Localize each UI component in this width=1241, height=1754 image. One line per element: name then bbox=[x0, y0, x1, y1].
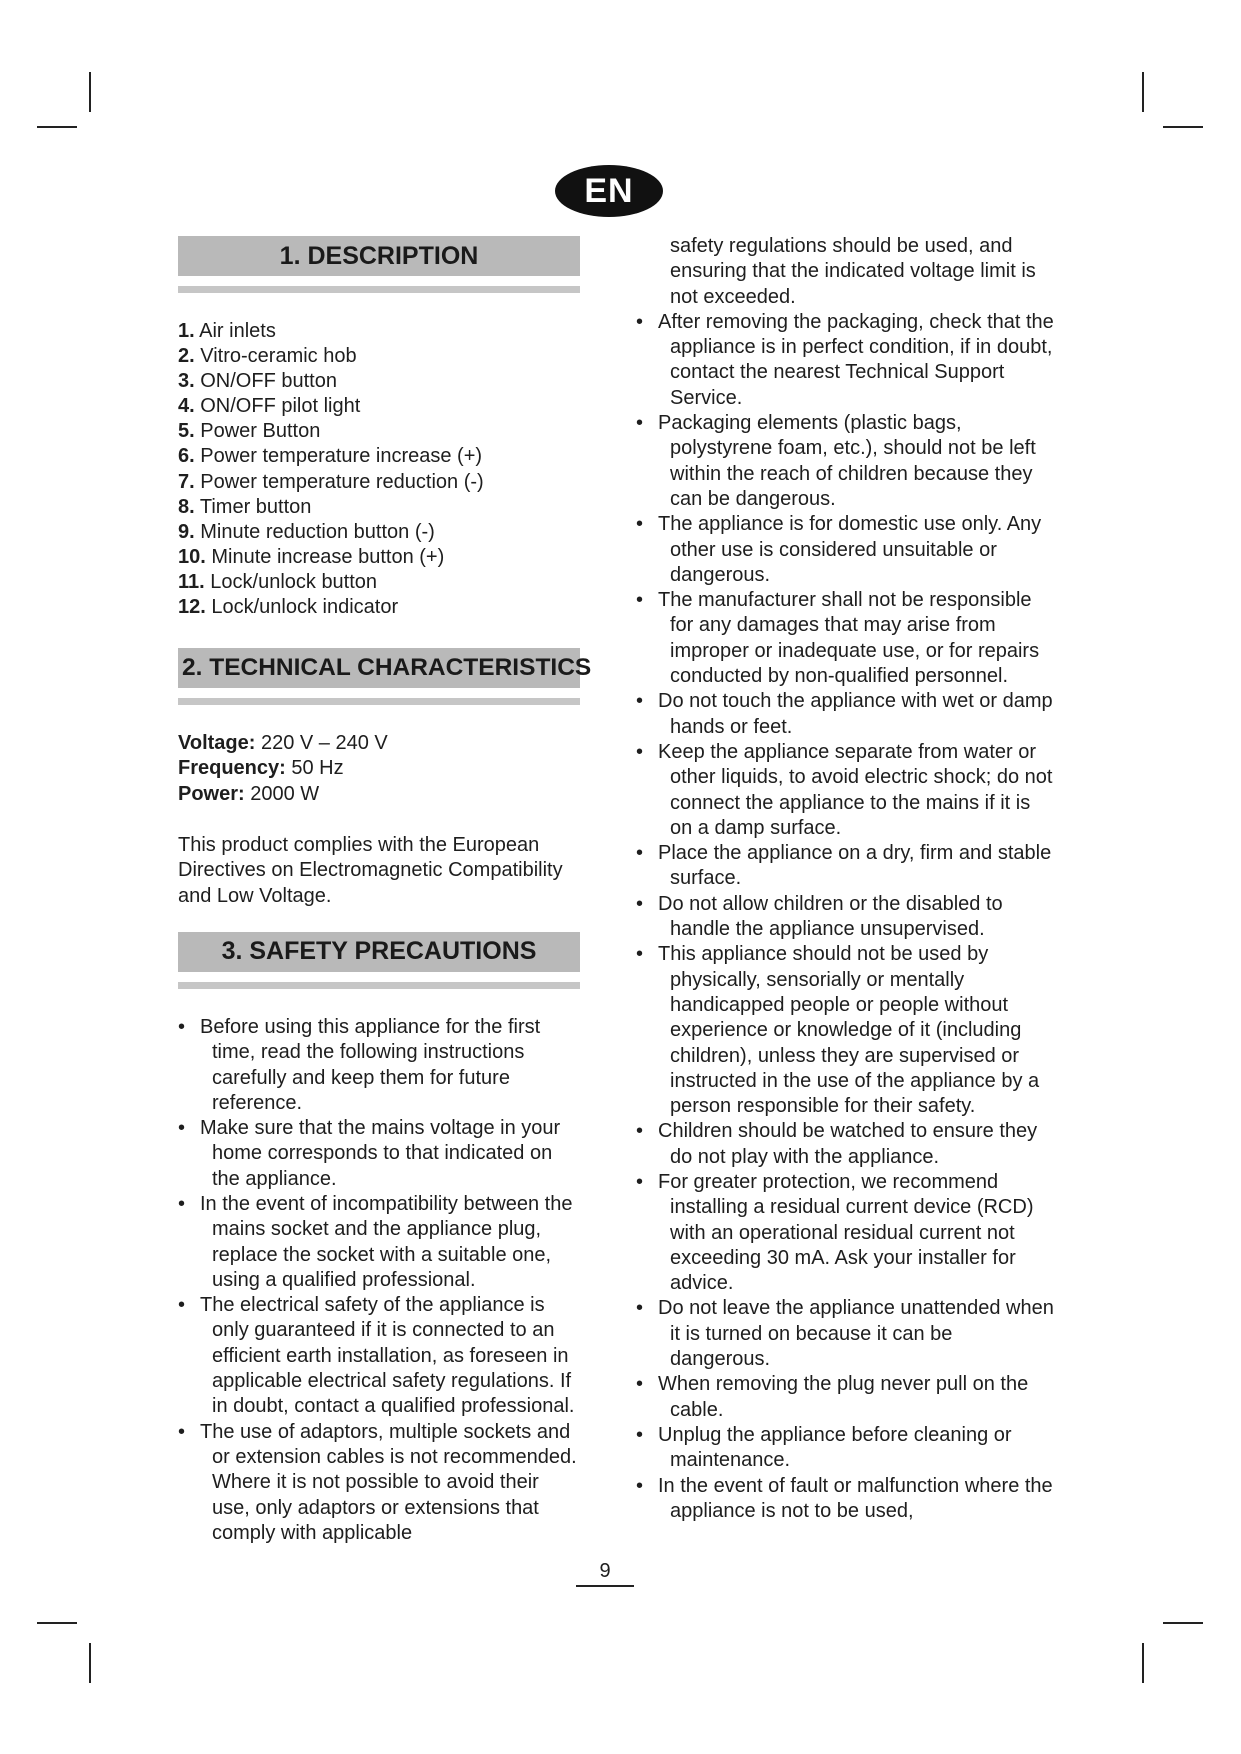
list-item: 10. Minute increase button (+) bbox=[178, 545, 445, 568]
compliance-statement: This product complies with the European Directives on Electromagnetic Compatibility and Low Voltage. bbox=[178, 834, 563, 907]
list-item: • For greater protection, we recommend installing a residual current device (RCD) with an operational residual current not exceeding 30 mA. Ask your installer for advice. bbox=[636, 1170, 1056, 1296]
crop-mark bbox=[89, 72, 91, 112]
page-number: 9 bbox=[576, 1560, 634, 1587]
crop-mark bbox=[1142, 1643, 1144, 1683]
list-item: • Do not allow children or the disabled to handle the appliance unsupervised. bbox=[636, 892, 1056, 943]
list-item: • After removing the packaging, check that the appliance is in perfect condition, if in doubt, contact the nearest Technical Support Service. bbox=[636, 310, 1056, 411]
list-item: 4. ON/OFF pilot light bbox=[178, 395, 361, 418]
list-item: • Do not leave the appliance unattended when it is turned on because it can be dangerous. bbox=[636, 1296, 1056, 1372]
list-item: • In the event of fault or malfunction where the appliance is not to be used, bbox=[636, 1474, 1056, 1525]
left-column bbox=[178, 236, 592, 1546]
list-item: 5. Power Button bbox=[178, 420, 321, 443]
list-item: 8. Timer button bbox=[178, 495, 312, 518]
list-item: 2. Vitro-ceramic hob bbox=[178, 345, 357, 368]
list-item: • The appliance is for domestic use only. Any other use is considered unsuitable or dangerous. bbox=[636, 512, 1056, 588]
list-item: • Before using this appliance for the first time, read the following instructions carefully and keep them for future reference. bbox=[178, 1015, 580, 1116]
list-item: • The manufacturer shall not be responsible for any damages that may arise from improper or inadequate use, or for repairs conducted by non-qualified personnel. bbox=[636, 588, 1056, 689]
list-item: • Unplug the appliance before cleaning or maintenance. bbox=[636, 1423, 1056, 1474]
crop-mark bbox=[1163, 126, 1203, 128]
section-divider bbox=[178, 982, 580, 989]
language-badge: EN bbox=[555, 165, 663, 217]
list-item: • When removing the plug never pull on the cable. bbox=[636, 1372, 1056, 1423]
safety-continuation: safety regulations should be used, and ensuring that the indicated voltage limit is not exceeded. bbox=[670, 235, 1036, 308]
right-column bbox=[636, 234, 1056, 1524]
section-divider bbox=[178, 286, 580, 293]
list-item: 7. Power temperature reduction (-) bbox=[178, 470, 484, 493]
description-heading: 1. DESCRIPTION bbox=[178, 236, 580, 276]
safety-list-right bbox=[636, 310, 1056, 1524]
list-item: • Children should be watched to ensure they do not play with the appliance. bbox=[636, 1119, 1056, 1170]
list-item: • Place the appliance on a dry, firm and stable surface. bbox=[636, 841, 1056, 892]
section-divider bbox=[178, 698, 580, 705]
list-item: • The electrical safety of the appliance is only guaranteed if it is connected to an efficient earth installation, as foreseen in applicable electrical safety regulations. If in doubt, contact a qualified professional. bbox=[178, 1293, 580, 1419]
power-spec: Power: 2000 W bbox=[178, 782, 320, 805]
safety-heading: 3. SAFETY PRECAUTIONS bbox=[178, 932, 580, 972]
frequency-spec: Frequency: 50 Hz bbox=[178, 757, 344, 780]
list-item: • The use of adaptors, multiple sockets and or extension cables is not recommended. Where it is not possible to avoid their use, only adaptors or extensions that comply with applicable bbox=[178, 1420, 580, 1546]
technical-heading: 2. TECHNICAL CHARACTERISTICS bbox=[178, 648, 580, 688]
list-item: • Do not touch the appliance with wet or damp hands or feet. bbox=[636, 689, 1056, 740]
crop-mark bbox=[89, 1643, 91, 1683]
list-item: 6. Power temperature increase (+) bbox=[178, 445, 483, 468]
list-item: • Packaging elements (plastic bags, polystyrene foam, etc.), should not be left within the reach of children because they can be dangerous. bbox=[636, 411, 1056, 512]
list-item: 12. Lock/unlock indicator bbox=[178, 596, 399, 619]
technical-specs bbox=[178, 731, 580, 807]
list-item: 1. Air inlets bbox=[178, 320, 276, 342]
list-item: • Keep the appliance separate from water or other liquids, to avoid electric shock; do not connect the appliance to the mains if it is on a damp surface. bbox=[636, 740, 1056, 841]
safety-list-left bbox=[178, 1015, 580, 1546]
crop-mark bbox=[37, 1622, 77, 1624]
crop-mark bbox=[37, 126, 77, 128]
list-item: 11. Lock/unlock button bbox=[178, 570, 378, 593]
list-item: 9. Minute reduction button (-) bbox=[178, 520, 435, 543]
description-list bbox=[178, 319, 580, 620]
list-item: • In the event of incompatibility between the mains socket and the appliance plug, replace the socket with a suitable one, using a qualified professional. bbox=[178, 1192, 580, 1293]
crop-mark bbox=[1142, 72, 1144, 112]
list-item: 3. ON/OFF button bbox=[178, 370, 337, 393]
list-item: • This appliance should not be used by physically, sensorially or mentally handicapped people or people without experience or knowledge of it (including children), unless they are supervised or instructed in the use of the appliance by a person responsible for their safety. bbox=[636, 942, 1056, 1119]
crop-mark bbox=[1163, 1622, 1203, 1624]
voltage-spec: Voltage: 220 V – 240 V bbox=[178, 732, 388, 755]
list-item: • Make sure that the mains voltage in your home corresponds to that indicated on the appliance. bbox=[178, 1116, 580, 1192]
